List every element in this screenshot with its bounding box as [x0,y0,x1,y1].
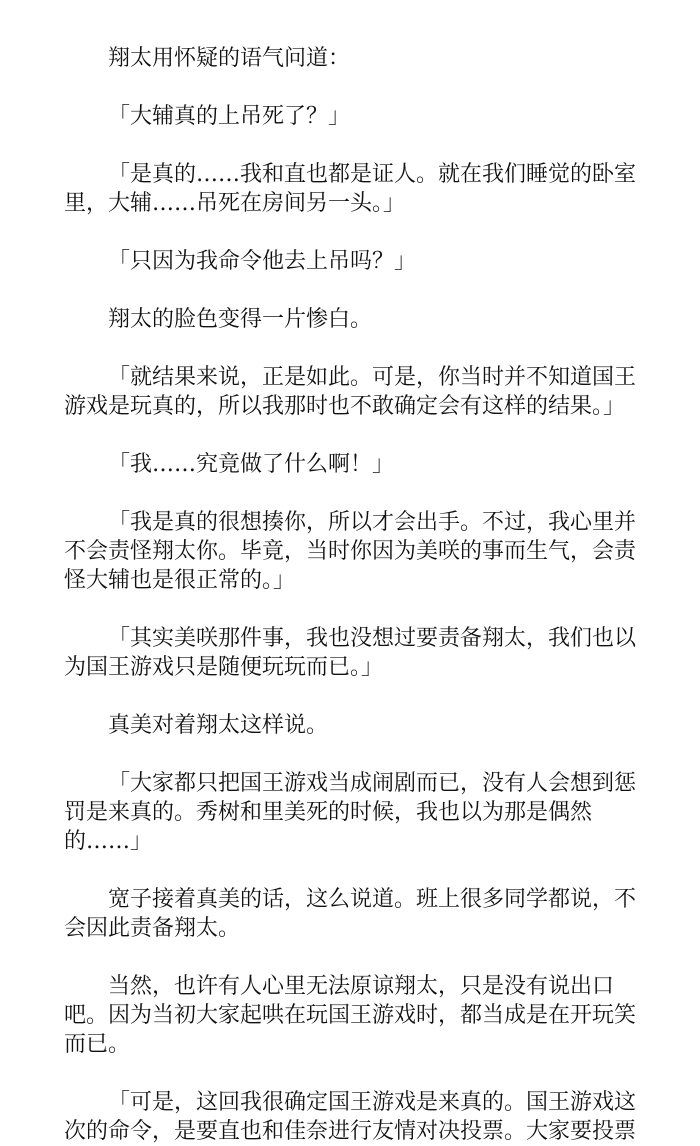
paragraph-1: 翔太用怀疑的语气问道： [108,46,351,71]
paragraph-2: 「大辅真的上吊死了？」 [108,104,351,129]
paragraph-5: 翔太的脸色变得一片惨白。 [108,307,373,332]
paragraph-7: 「我……究竟做了什么啊！」 [108,452,395,477]
paragraph-12: 宽子接着真美的话，这么说道。班上很多同学都说，不会因此责备翔太。 [64,887,637,941]
paragraph-8: 「我是真的很想揍你，所以才会出手。不过，我心里并不会责怪翔太你。毕竟，当时你因为美咲的事而生气，会责怪大辅也是很正常的。」 [64,510,637,593]
paragraph-10: 真美对着翔太这样说。 [108,713,329,738]
paragraph-3: 「是真的……我和直也都是证人。就在我们睡觉的卧室里，大辅……吊死在房间另一头。」 [64,162,637,216]
paragraph-6: 「就结果来说，正是如此。可是，你当时并不知道国王游戏是玩真的，所以我那时也不敢确定会有这样的结果。」 [64,365,637,419]
paragraph-9: 「其实美咲那件事，我也没想过要责备翔太，我们也以为国王游戏只是随便玩玩而已。」 [64,626,637,680]
paragraph-14: 「可是，这回我很确定国王游戏是来真的。国王游戏这次的命令，是要直也和佳奈进行友情对决投票。大家要投票 [64,1090,637,1144]
paragraph-4: 「只因为我命令他去上吊吗？」 [108,249,417,274]
paragraph-11: 「大家都只把国王游戏当成闹剧而已，没有人会想到惩罚是来真的。秀树和里美死的时候，我也以为那是偶然的……」 [64,771,637,854]
paragraph-13: 当然，也许有人心里无法原谅翔太，只是没有说出口吧。因为当初大家起哄在玩国王游戏时，都当成是在开玩笑而已。 [64,974,637,1057]
